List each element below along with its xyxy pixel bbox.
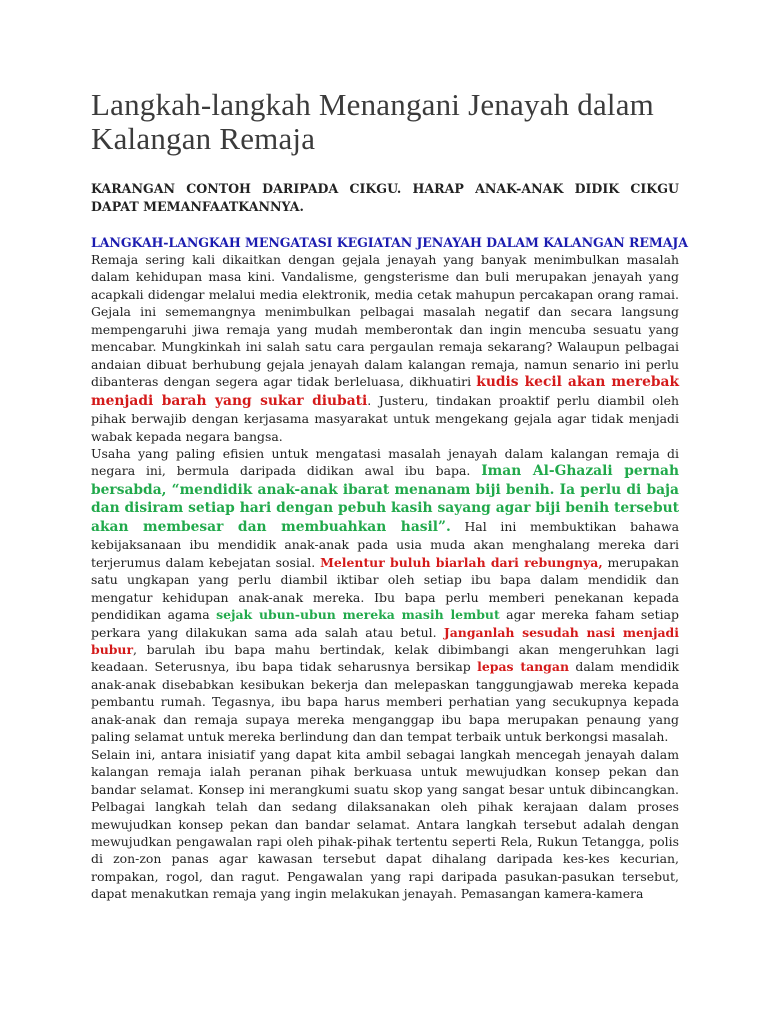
- paragraph-text: dalam mendidik anak-anak disebabkan kesibukan bekerja dan melepaskan tanggungjawab mereka kepada pembantu rumah. Tegasnya, ibu bapa harus memberi perhatian yang secukupnya kepada anak-anak dan remaja supaya mereka menganggap ibu bapa merupakan penaung yang paling selamat untuk mereka berlindung dan dan tempat terbaik untuk berkongsi masalah.: [91, 659, 679, 745]
- paragraph-text: Usaha yang paling efisien untuk mengatasi masalah jenayah dalam kalangan remaja di negara ini, bermula daripada didikan awal ibu bapa.: [91, 445, 679, 479]
- highlight-red: Janganlah sesudah nasi menjadi bubur: [91, 624, 679, 657]
- paragraph-text: , barulah ibu bapa mahu bertindak, kelak dibimbangi akan mengeruhkan lagi keadaan. Seterusnya, ibu bapa tidak seharusnya bersikap: [91, 641, 679, 675]
- paragraph-text: Hal ini membuktikan bahawa kebijaksanaan ibu mendidik anak-anak pada usia muda akan menghalang mereka dari terjerumus dalam kebejatan sosial.: [91, 518, 680, 570]
- paragraph-text: . Justeru, tindakan proaktif perlu diambil oleh pihak berwajib dengan kerjasama masyarakat untuk mengekang gejala agar tidak menjadi wabak kepada negara bangsa.: [91, 392, 679, 444]
- highlight-green: Iman Al-Ghazali pernah bersabda, “mendidik anak-anak ibarat menanam biji benih. Ia perlu di baja dan disiram setiap hari dengan pebuh kasih sayang agar biji benih tersebut akan membesar dan membuahkan hasil”.: [91, 463, 679, 535]
- highlight-green: sejak ubun-ubun mereka masih lembut: [216, 607, 500, 623]
- section-heading: LANGKAH-LANGKAH MENGATASI KEGIATAN JENAYAH DALAM KALANGAN REMAJA: [91, 235, 688, 250]
- article: [91, 0, 688, 903]
- page-title: Langkah-langkah Menangani Jenayah dalam Kalangan Remaja: [91, 87, 654, 156]
- paragraph-2: [91, 445, 679, 746]
- paragraph-text: Remaja sering kali dikaitkan dengan gejala jenayah yang banyak menimbulkan masalah dalam kehidupan masa kini. Vandalisme, gengsterisme dan buli merupakan jenayah yang acapkali didengar melalui media elektronik, media cetak mahupun percakapan orang ramai. Gejala ini sememangnya menimbulkan pelbagai masalah negatif dan secara langsung mempengaruhi jiwa remaja yang mudah memberontak dan ingin mencuba sesuatu yang mencabar. Mungkinkah ini salah satu cara pergaulan remaja sekarang? Walaupun pelbagai andaian dibuat berhubung gejala jenayah dalam kalangan remaja, namun senario ini perlu dibanteras dengan segera agar tidak berleluasa, dikhuatiri: [91, 252, 679, 390]
- highlight-red: lepas tangan: [477, 659, 569, 675]
- paragraph-text: merupakan satu ungkapan yang perlu diambil iktibar oleh setiap ibu bapa dalam mendidik dan mengatur kehidupan anak-anak mereka. Ibu bapa perlu memberi penekanan kepada pendidikan agama: [91, 554, 679, 623]
- intro-note: KARANGAN CONTOH DARIPADA CIKGU. HARAP ANAK-ANAK DIDIK CIKGU DAPAT MEMANFAATKANNYA.: [91, 181, 679, 214]
- paragraph-text: Selain ini, antara inisiatif yang dapat kita ambil sebagai langkah mencegah jenayah dalam kalangan remaja ialah peranan pihak berkuasa untuk mewujudkan konsep pekan dan bandar selamat. Konsep ini merangkumi suatu skop yang sangat besar untuk dibincangkan. Pelbagai langkah telah dan sedang dilaksanakan oleh pihak kerajaan dalam proses mewujudkan konsep pekan dan bandar selamat. Antara langkah tersebut adalah dengan mewujudkan pengawalan rapi oleh pihak-pihak tertentu seperti Rela, Rukun Tetangga, polis di zon-zon panas agar kawasan tersebut dapat dihalang daripada kes-kes kecurian, rompakan, rogol, dan ragut. Pengawalan yang rapi daripada pasukan-pasukan tersebut, dapat menakutkan remaja yang ingin melakukan jenayah. Pemasangan kamera-kamera: [91, 746, 679, 902]
- highlight-red: kudis kecil akan merebak menjadi barah yang sukar diubati: [91, 374, 680, 409]
- highlight-red: Melentur buluh biarlah dari rebungnya,: [320, 554, 603, 570]
- paragraph-1: [91, 251, 679, 445]
- paragraph-text: agar mereka faham setiap perkara yang dilakukan sama ada salah atau betul.: [91, 607, 679, 640]
- paragraph-3: [91, 746, 679, 903]
